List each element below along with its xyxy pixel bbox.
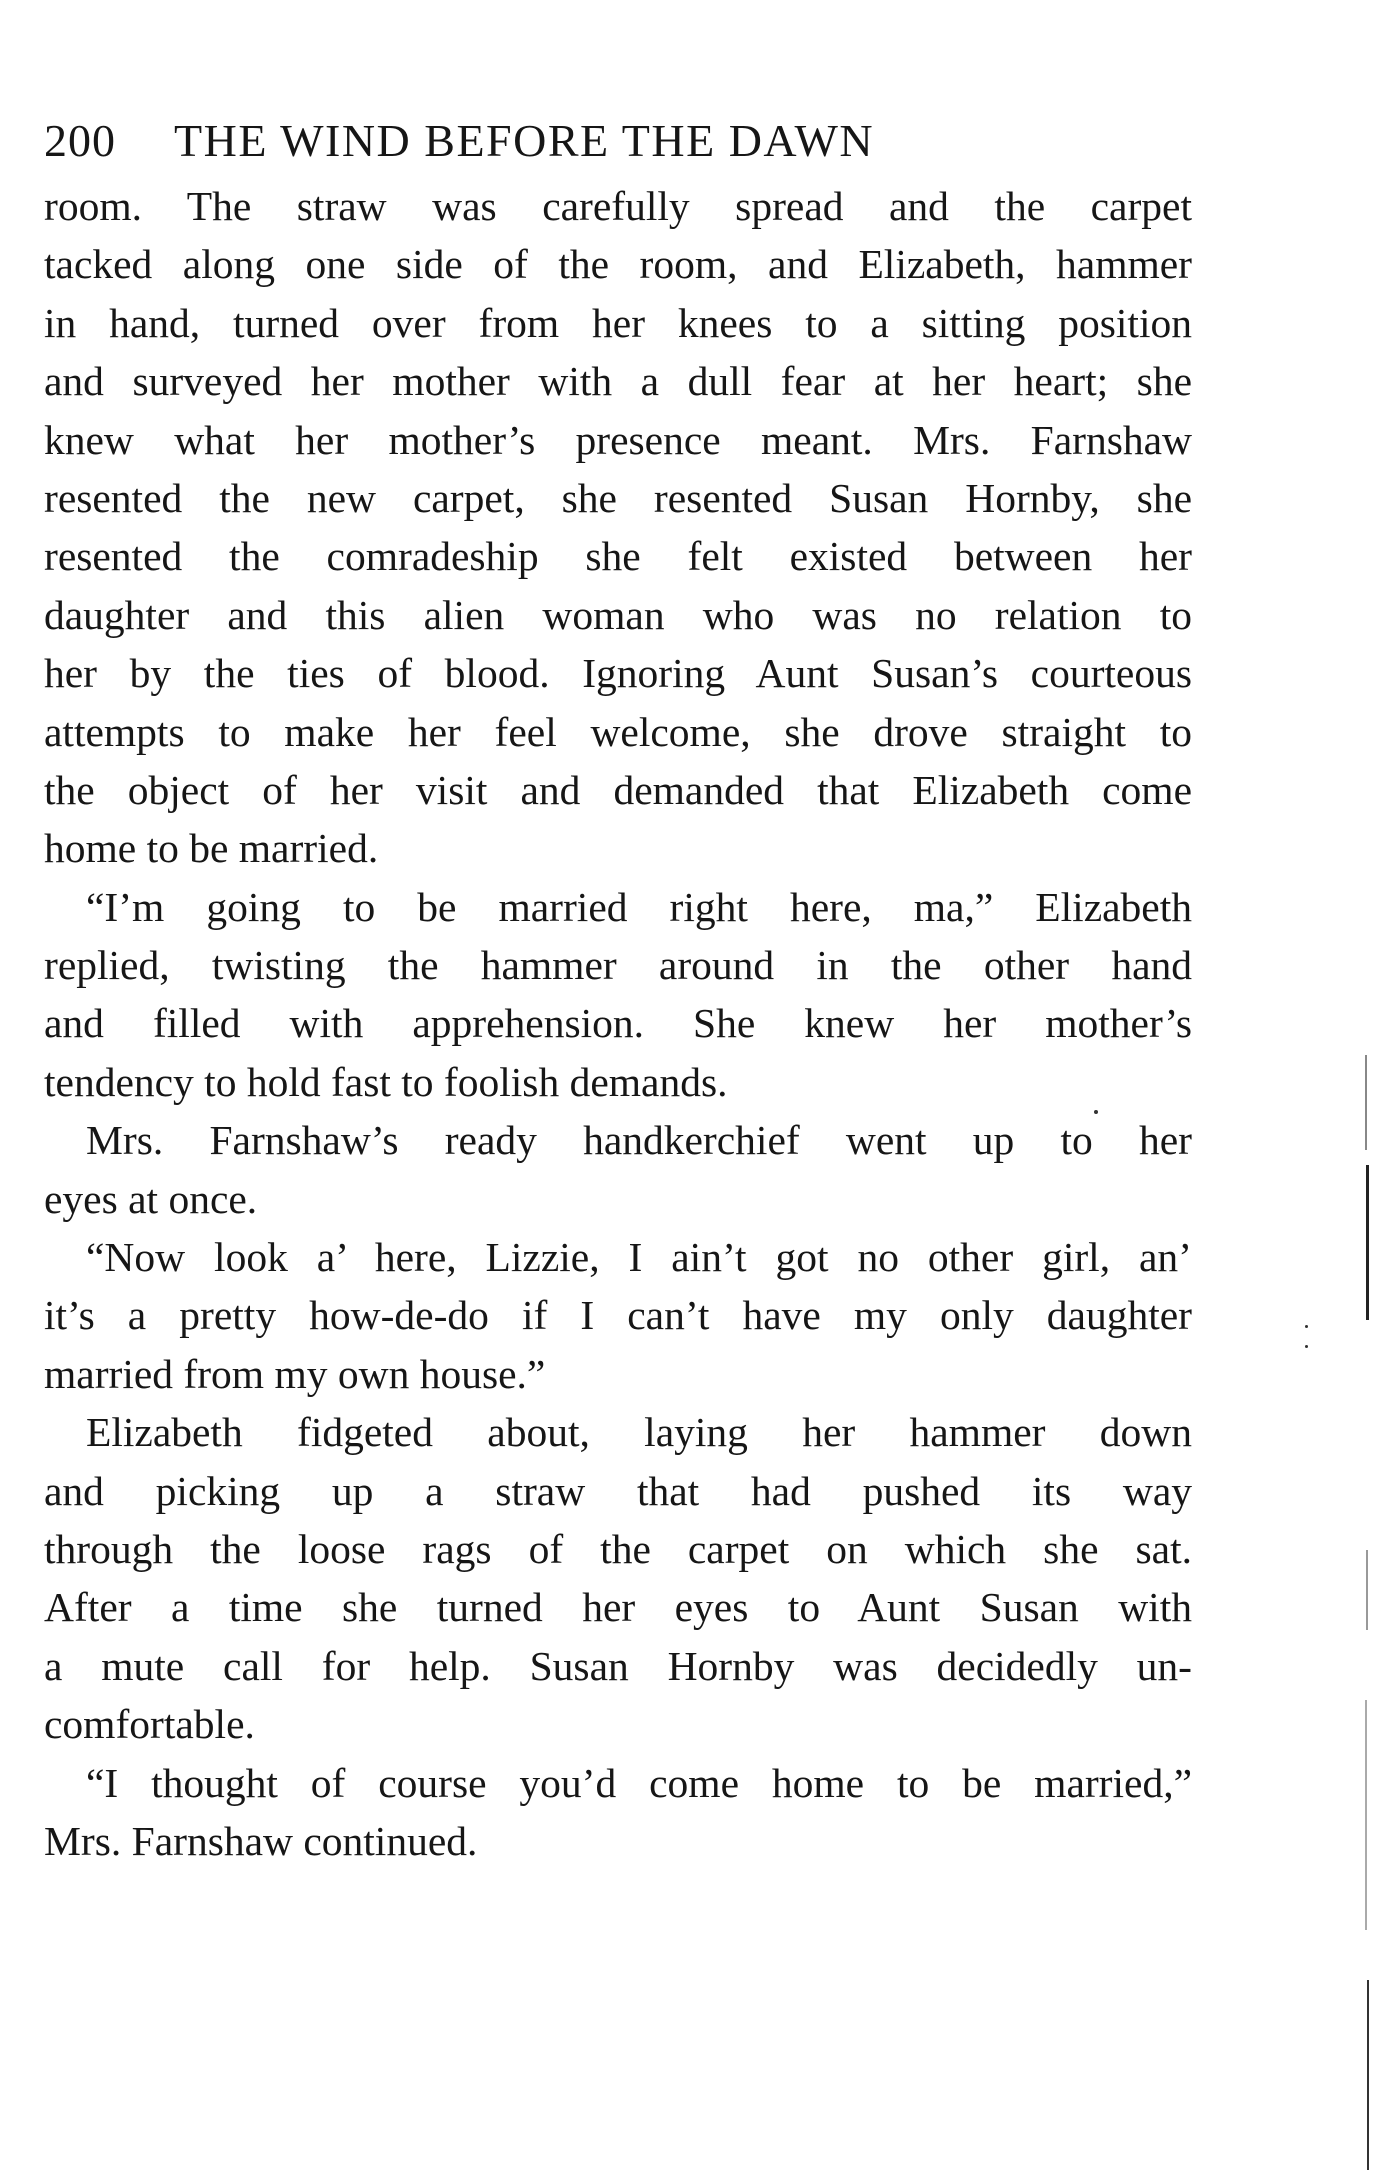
text-line: it’s a pretty how-de-do if I can’t have my only daughter bbox=[44, 1292, 1192, 1339]
text-line: and picking up a straw that had pushed its way bbox=[44, 1467, 1192, 1514]
text-line: the object of her visit and demanded that Elizabeth come bbox=[44, 766, 1192, 813]
text-line: Mrs. Farnshaw’s ready handkerchief went up to her bbox=[86, 1117, 1192, 1164]
text-line: married from my own house.” bbox=[44, 1350, 546, 1397]
text-line: Elizabeth fidgeted about, laying her hammer down bbox=[86, 1409, 1192, 1456]
text-line: “I thought of course you’d come home to be married,” bbox=[86, 1759, 1192, 1806]
scan-mark bbox=[1366, 1550, 1368, 1630]
text-line: and surveyed her mother with a dull fear at her heart; she bbox=[44, 358, 1192, 405]
body-text bbox=[44, 177, 1192, 1870]
text-line: “Now look a’ here, Lizzie, I ain’t got no other girl, an’ bbox=[86, 1234, 1192, 1281]
text-line: tacked along one side of the room, and Elizabeth, hammer bbox=[44, 241, 1192, 288]
text-line: knew what her mother’s presence meant. Mrs. Farnshaw bbox=[44, 416, 1192, 463]
text-line: daughter and this alien woman who was no relation to bbox=[44, 591, 1192, 638]
running-title: THE WIND BEFORE THE DAWN bbox=[174, 115, 875, 166]
scan-speck bbox=[1305, 1345, 1308, 1348]
text-line: comfortable. bbox=[44, 1701, 255, 1748]
page-number: 200 bbox=[44, 115, 116, 166]
scan-speck bbox=[1094, 1110, 1098, 1114]
text-line: and filled with apprehension. She knew her mother’s bbox=[44, 1000, 1192, 1047]
text-line: “I’m going to be married right here, ma,” Elizabeth bbox=[86, 883, 1192, 930]
text-line: home to be married. bbox=[44, 825, 379, 872]
scan-mark bbox=[1367, 1980, 1369, 2170]
scan-mark bbox=[1366, 1165, 1369, 1320]
scan-speck bbox=[1305, 1325, 1308, 1328]
text-line: a mute call for help. Susan Hornby was decidedly un- bbox=[44, 1642, 1192, 1689]
text-line: attempts to make her feel welcome, she drove straight to bbox=[44, 708, 1192, 755]
text-line: through the loose rags of the carpet on which she sat. bbox=[44, 1525, 1192, 1572]
text-line: in hand, turned over from her knees to a sitting position bbox=[44, 299, 1192, 346]
text-line: Mrs. Farnshaw continued. bbox=[44, 1817, 478, 1864]
book-page bbox=[44, 105, 1192, 1870]
text-line: tendency to hold fast to foolish demands. bbox=[44, 1058, 728, 1105]
scan-mark bbox=[1365, 1055, 1367, 1150]
text-line: replied, twisting the hammer around in the other hand bbox=[44, 942, 1192, 989]
text-line: After a time she turned her eyes to Aunt Susan with bbox=[44, 1584, 1192, 1631]
text-line: room. The straw was carefully spread and the carpet bbox=[44, 183, 1192, 229]
text-line: her by the ties of blood. Ignoring Aunt Susan’s courteous bbox=[44, 650, 1192, 697]
running-head bbox=[44, 105, 1192, 177]
text-line: resented the new carpet, she resented Susan Hornby, she bbox=[44, 474, 1192, 521]
text-line: resented the comradeship she felt existed between her bbox=[44, 533, 1192, 580]
scan-mark bbox=[1365, 1700, 1367, 1930]
text-line: eyes at once. bbox=[44, 1175, 258, 1222]
